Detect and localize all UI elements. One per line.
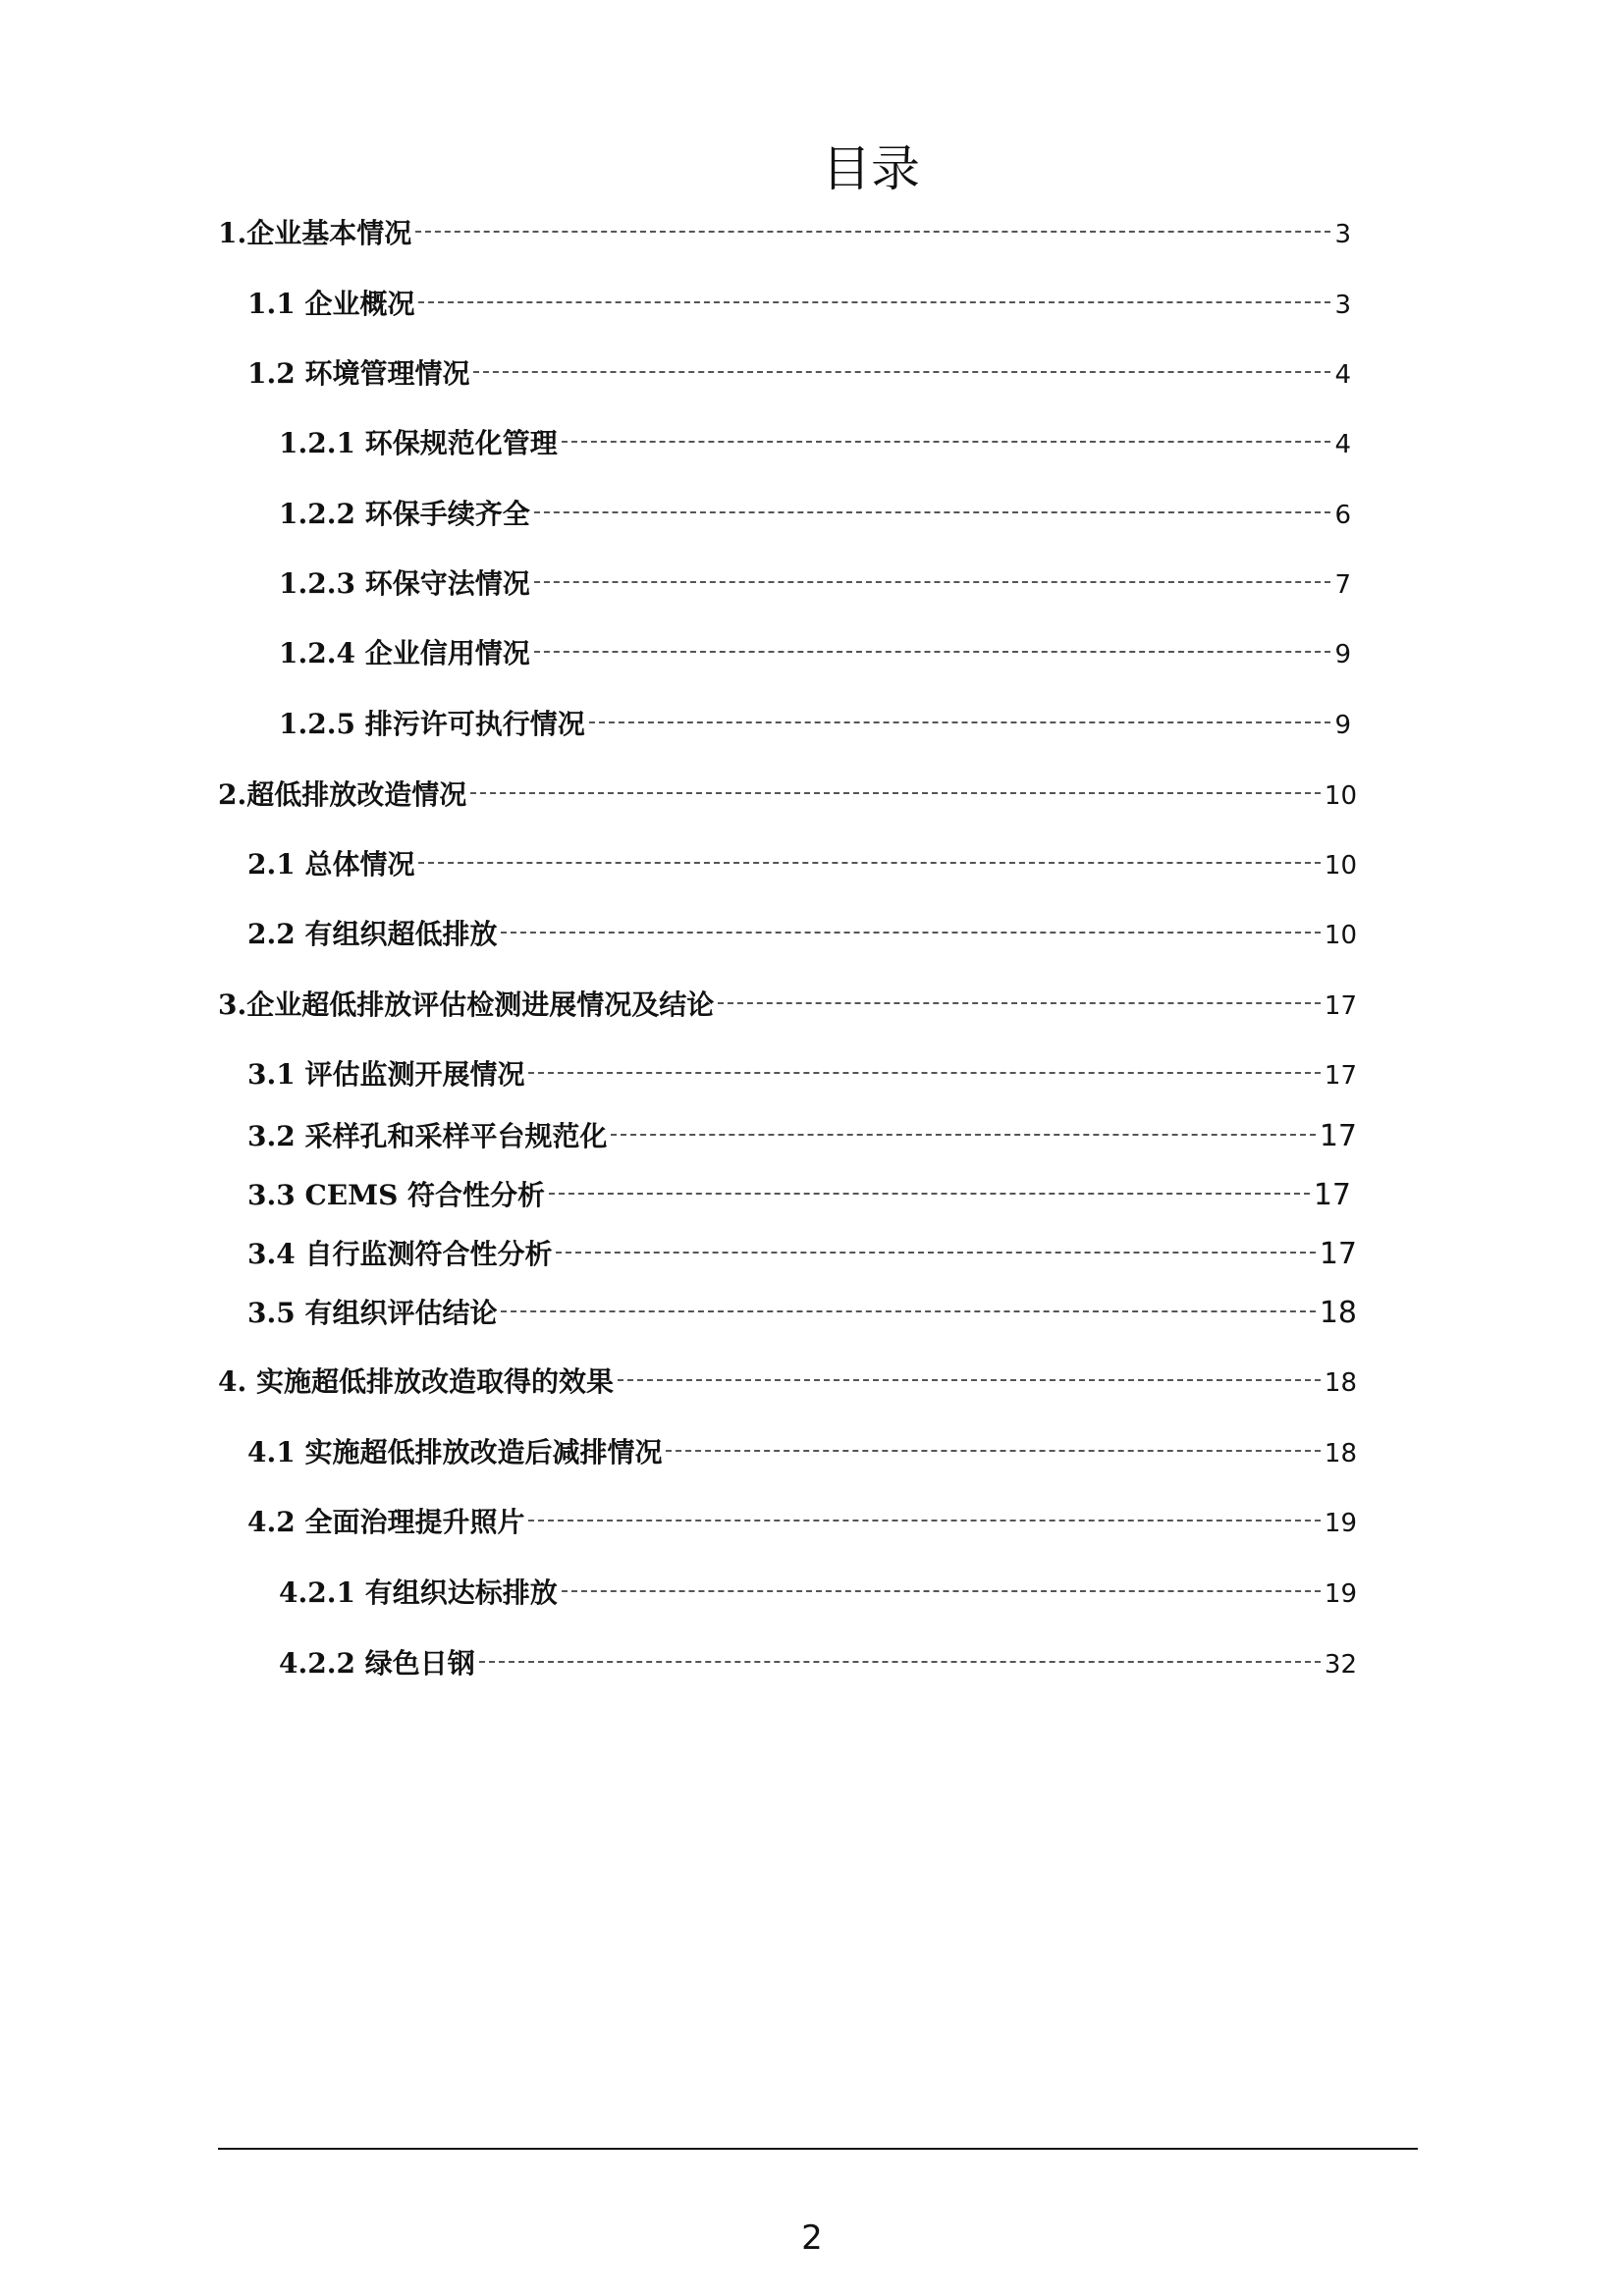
toc-entry-4-2[interactable]: [247, 1503, 1357, 1542]
toc-entry-3-4[interactable]: [247, 1235, 1357, 1274]
toc-entry-page: 9: [1334, 711, 1351, 740]
toc-entry-label: 1.2.1 环保规范化管理: [279, 427, 558, 459]
toc-entry-page: 4: [1334, 360, 1351, 390]
toc-entry-page: 17: [1324, 991, 1357, 1021]
toc-entry-1-2-3[interactable]: [279, 564, 1351, 604]
dot-leader: [618, 1379, 1321, 1381]
toc-entry-label: 3.1 评估监测开展情况: [247, 1058, 525, 1091]
toc-entry-label: 4.1 实施超低排放改造后减排情况: [247, 1436, 663, 1468]
dot-leader: [549, 1193, 1310, 1195]
dot-leader: [666, 1450, 1320, 1452]
toc-entry-1-2-1[interactable]: [279, 424, 1351, 463]
toc-entry-4-2-2[interactable]: [279, 1644, 1357, 1683]
toc-entry-page: 17: [1313, 1178, 1351, 1212]
toc-entry-page: 32: [1324, 1650, 1357, 1680]
toc-entry-page: 9: [1334, 640, 1351, 669]
toc-entry-label: 3.4 自行监测符合性分析: [247, 1238, 553, 1270]
dot-leader: [418, 862, 1320, 864]
toc-entry-label: 3.3 CEMS 符合性分析: [247, 1179, 546, 1211]
toc-entry-label: 1.2.2 环保手续齐全: [279, 498, 530, 530]
toc-entry-1[interactable]: [218, 214, 1351, 253]
toc-entry-page: 17: [1324, 1061, 1357, 1091]
toc-entry-label: 3.2 采样孔和采样平台规范化: [247, 1120, 608, 1152]
toc-entry-3[interactable]: [218, 986, 1357, 1025]
toc-entry-1-1[interactable]: [247, 285, 1351, 324]
dot-leader: [556, 1252, 1315, 1254]
toc-entry-3-2[interactable]: [247, 1117, 1357, 1156]
toc-entry-label: 1.2.3 环保守法情况: [279, 567, 530, 600]
toc-entry-4-1[interactable]: [247, 1433, 1357, 1472]
toc-entry-2[interactable]: [218, 775, 1357, 815]
toc-entry-label: 3.企业超低排放评估检测进展情况及结论: [218, 988, 715, 1021]
dot-leader: [528, 1072, 1320, 1074]
toc-entry-page: 3: [1334, 220, 1351, 249]
dot-leader: [470, 792, 1321, 794]
toc-entry-page: 7: [1334, 570, 1351, 600]
dot-leader: [479, 1661, 1321, 1663]
toc-entry-page: 18: [1324, 1439, 1357, 1468]
page-number: 2: [801, 2218, 823, 2258]
toc-entry-page: 19: [1324, 1579, 1357, 1609]
toc-entry-4[interactable]: [218, 1362, 1357, 1402]
toc-entry-label: 1.2.4 企业信用情况: [279, 637, 530, 669]
dot-leader: [528, 1520, 1320, 1522]
toc-entry-3-3[interactable]: [247, 1176, 1351, 1215]
dot-leader: [415, 231, 1330, 233]
dot-leader: [534, 651, 1331, 653]
toc-entry-label: 1.2.5 排污许可执行情况: [279, 708, 585, 740]
toc-entry-2-2[interactable]: [247, 915, 1357, 954]
toc-entry-page: 17: [1319, 1237, 1357, 1271]
toc-entry-1-2[interactable]: [247, 354, 1351, 394]
toc-title: 目录: [822, 140, 920, 197]
toc-entry-label: 2.1 总体情况: [247, 848, 415, 881]
dot-leader: [534, 511, 1331, 513]
toc-entry-page: 18: [1324, 1368, 1357, 1398]
toc-entry-label: 2.超低排放改造情况: [218, 778, 467, 811]
toc-entry-2-1[interactable]: [247, 845, 1357, 884]
toc-entry-label: 4.2.1 有组织达标排放: [279, 1576, 558, 1609]
dot-leader: [473, 371, 1330, 373]
toc-entry-page: 19: [1324, 1509, 1357, 1538]
dot-leader: [534, 581, 1331, 583]
dot-leader: [718, 1002, 1321, 1004]
toc-entry-label: 2.2 有组织超低排放: [247, 918, 498, 950]
dot-leader: [562, 1590, 1321, 1592]
toc-entry-label: 4. 实施超低排放改造取得的效果: [218, 1365, 614, 1398]
dot-leader: [589, 721, 1331, 723]
toc-entry-page: 4: [1334, 430, 1351, 459]
dot-leader: [501, 1310, 1315, 1312]
dot-leader: [562, 441, 1331, 443]
toc-entry-label: 1.2 环境管理情况: [247, 357, 470, 390]
toc-entry-3-1[interactable]: [247, 1055, 1357, 1095]
toc-entry-page: 3: [1334, 291, 1351, 320]
toc-entry-label: 1.1 企业概况: [247, 288, 415, 320]
dot-leader: [611, 1134, 1315, 1136]
toc-entry-label: 4.2.2 绿色日钢: [279, 1647, 475, 1680]
toc-entry-page: 10: [1324, 851, 1357, 881]
toc-entry-4-2-1[interactable]: [279, 1574, 1357, 1613]
toc-entry-1-2-4[interactable]: [279, 634, 1351, 673]
toc-entry-page: 18: [1319, 1296, 1357, 1330]
footer-divider: [218, 2148, 1418, 2150]
toc-entry-3-5[interactable]: [247, 1294, 1357, 1333]
toc-entry-1-2-5[interactable]: [279, 705, 1351, 744]
dot-leader: [501, 932, 1320, 934]
toc-entry-label: 3.5 有组织评估结论: [247, 1297, 498, 1329]
toc-entry-page: 10: [1324, 781, 1357, 811]
dot-leader: [418, 301, 1330, 303]
toc-entry-page: 17: [1319, 1119, 1357, 1153]
toc-entry-page: 6: [1334, 501, 1351, 530]
toc-entry-label: 4.2 全面治理提升照片: [247, 1506, 525, 1538]
toc-entry-page: 10: [1324, 921, 1357, 950]
toc-entry-label: 1.企业基本情况: [218, 217, 412, 249]
toc-entry-1-2-2[interactable]: [279, 495, 1351, 534]
